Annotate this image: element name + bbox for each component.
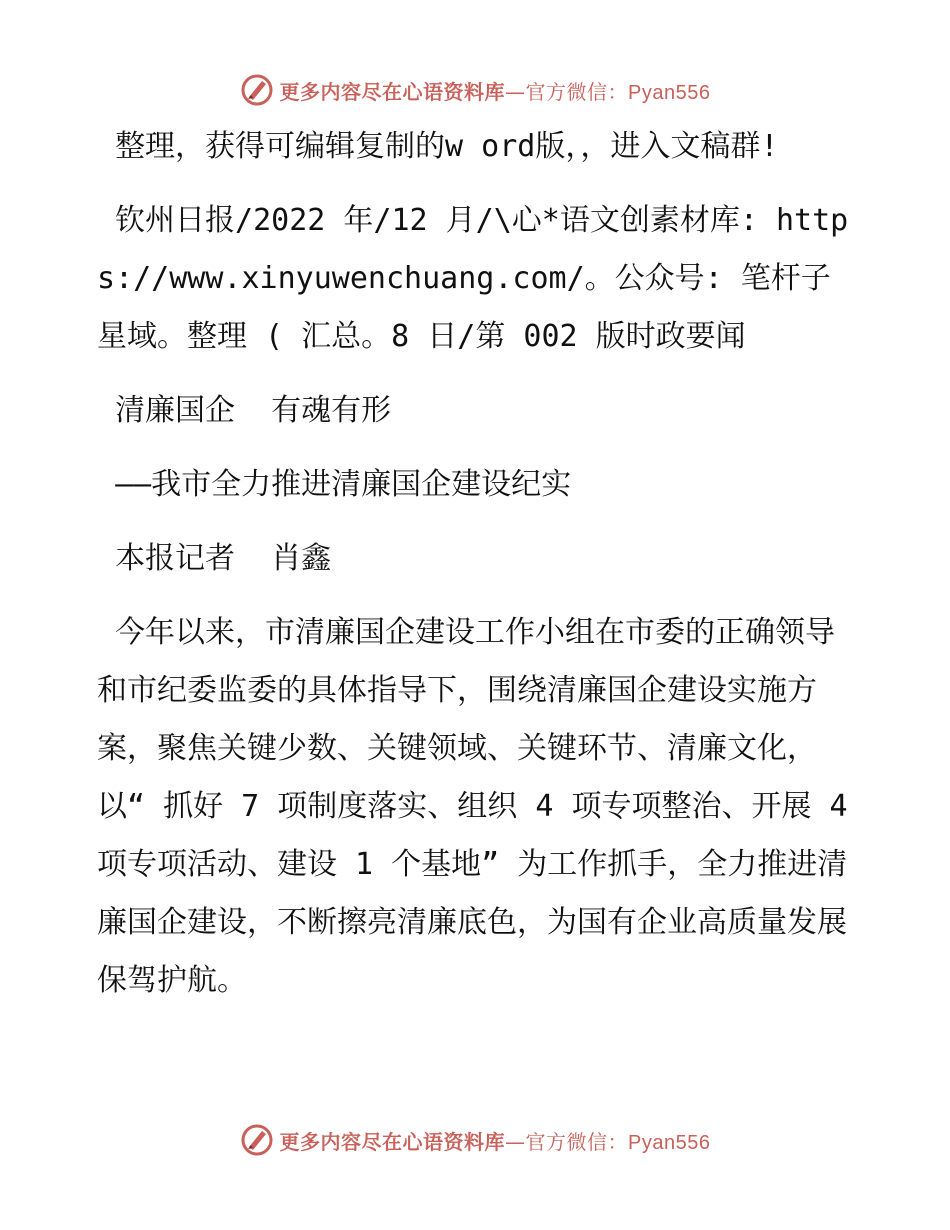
intro-note-paragraph: 整理，获得可编辑复制的w ord版，，进入文稿群! — [97, 129, 779, 164]
watermark-wechat-label: 官方微信： — [525, 1129, 629, 1154]
source-info-paragraph: 钦州日报/2022 年/12 月/\心*语文创素材库: https://www.xinyuwenchuang.com/。公众号: 笔杆子星域。整理 ( 汇总。8 日/第 002 版时政要闻 — [97, 203, 849, 354]
watermark-wechat-label: 官方微信： — [525, 79, 629, 104]
watermark-separator: — — [505, 1129, 526, 1154]
watermark-wechat-id: Pyan556 — [628, 1131, 711, 1154]
document-body — [97, 118, 866, 1026]
ink-pen-logo-icon — [240, 73, 274, 107]
footer-watermark-banner — [0, 1120, 950, 1160]
watermark-library-text: 更多内容尽在心语资料库 — [279, 1129, 506, 1154]
watermark-wechat-id: Pyan556 — [628, 81, 711, 104]
watermark-library-text: 更多内容尽在心语资料库 — [279, 79, 506, 104]
header-watermark-banner — [0, 70, 950, 110]
article-byline: 本报记者 肖鑫 — [97, 541, 332, 576]
watermark-text — [280, 1126, 711, 1155]
ink-pen-logo-icon — [240, 1123, 274, 1157]
article-body-paragraph: 今年以来，市清廉国企建设工作小组在市委的正确领导和市纪委监委的具体指导下，围绕清廉国企建设实施方案，聚焦关键少数、关键领域、关键环节、清廉文化，以“ 抓好 7 项制度落实、组织 4 项专项整治、开展 4 项专项活动、建设 1 个基地” 为工作抓手，全力推进清廉国企建设，不断擦亮清廉底色，为国有企业高质量发展保驾护航。 — [97, 615, 866, 998]
article-title: 清廉国企 有魂有形 — [97, 393, 392, 428]
watermark-text — [280, 76, 711, 105]
article-subtitle: ——我市全力推进清廉国企建设纪实 — [97, 467, 572, 502]
watermark-separator: — — [505, 79, 526, 104]
